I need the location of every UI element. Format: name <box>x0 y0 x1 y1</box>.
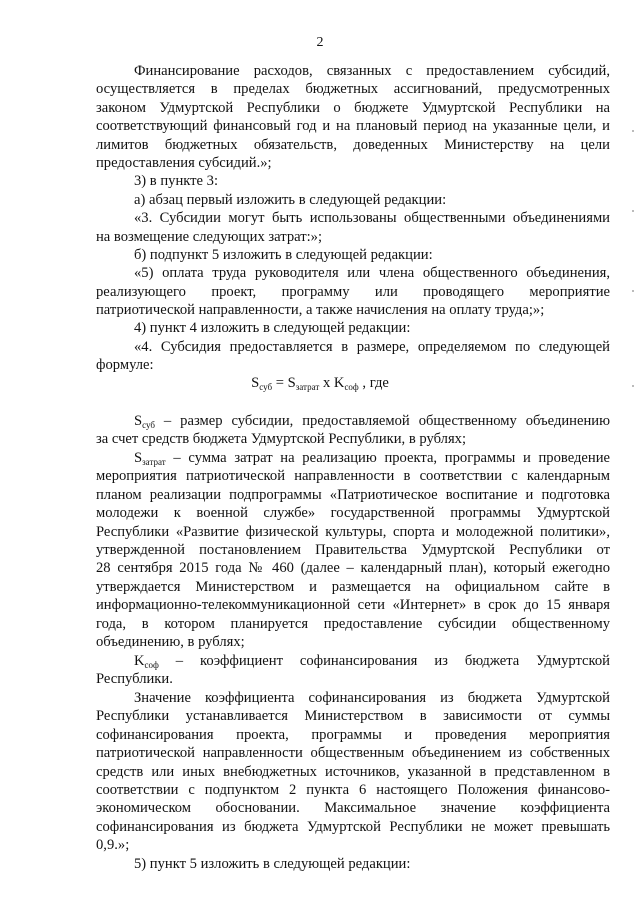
text-line: реализующего проект, программу или проводящего мероприятие <box>96 283 610 300</box>
text-line: б) подпункт 5 изложить в следующей редакции: <box>134 246 433 263</box>
text-line: «5) оплата труда руководителя или члена общественного объединения, <box>134 265 610 282</box>
text-line: на возмещение следующих затрат:»; <box>96 228 323 245</box>
text-line: патриотической направленности общественным объединением из собственных <box>96 745 610 762</box>
text-line: «3. Субсидии могут быть использованы общественными объединениями <box>134 210 610 227</box>
text-line: формуле: <box>96 357 154 374</box>
scan-speck <box>632 385 634 387</box>
text-line: Республики «Развитие физической культуры, спорта и молодежной политики», <box>96 523 610 540</box>
text-line: объединению, в рублях; <box>96 633 245 650</box>
text-line: предоставления субсидий.»; <box>96 154 272 171</box>
scan-speck <box>632 290 634 292</box>
text-line: Финансирование расходов, связанных с предоставлением субсидий, <box>134 63 610 79</box>
text-line: софинансирования проекта, программы и проведения мероприятия <box>96 726 610 743</box>
scan-speck <box>632 210 634 212</box>
text-line: 28 сентября 2015 года № 460 (далее – календарный план), который ежегодно <box>96 560 610 577</box>
text-line: соответствии с подпунктом 2 пункта 6 настоящего Положения финансово- <box>96 781 610 798</box>
definition-k-sof <box>96 652 610 689</box>
text-line: утверждается Министерством и размещается на официальном сайте в <box>96 578 610 595</box>
text-line: средств или иных внебюджетных источников, указанной в представленном в <box>96 763 610 780</box>
text-line: информационно-телекоммуникационной сети «Интернет» в срок до 15 января <box>96 597 610 614</box>
text-line: патриотической направленности, а также начисления на оплату труда;»; <box>96 302 545 319</box>
text-line: 0,9.»; <box>96 837 130 854</box>
text-line: «4. Субсидия предоставляется в размере, определяемом по следующей <box>134 338 610 355</box>
text-line: осуществляется в пределах бюджетных ассигнований, предусмотренных <box>96 81 610 98</box>
scan-speck <box>632 130 634 132</box>
text-line: $S_{затрат}$ – сумма затрат на реализацию проекта, программы и проведение <box>134 450 610 467</box>
text-line: а) абзац первый изложить в следующей редакции: <box>134 191 447 208</box>
text-line: 5) пункт 5 изложить в следующей редакции: <box>134 855 411 872</box>
text-line: 4) пункт 4 изложить в следующей редакции: <box>134 320 411 337</box>
text-line: 3) в пункте 3: <box>134 173 219 190</box>
text-line: Республики устанавливается Министерством в зависимости от суммы <box>96 708 610 725</box>
text-line: планом реализации подпрограммы «Патриотическое воспитание и подготовка <box>96 486 610 503</box>
text-line: Значение коэффициента софинансирования из бюджета Удмуртской <box>134 690 610 706</box>
page-number: 2 <box>316 35 324 50</box>
text-line: молодежи к военной службе» государственной программы Удмуртской <box>96 505 610 522</box>
text-line: законом Удмуртской Республики о бюджете Удмуртской Республики на <box>96 99 610 116</box>
text-line: соответствующий финансовый год и на плановый период на указанные цели, и <box>96 118 610 135</box>
text-block-1 <box>96 62 610 375</box>
text-line: утвержденной постановлением Правительства Удмуртской Республики от <box>96 541 610 558</box>
text-line: $S_{суб}$ – размер субсидии, предоставляемой общественному объединению <box>134 413 610 430</box>
subsidy-formula: $S_{суб} = S_{затрат}$ x $K_{соф}$ , где <box>251 375 389 392</box>
text-line: экономическом обосновании. Максимальное значение коэффициента <box>96 800 610 817</box>
text-line: софинансирования из бюджета Удмуртской Республики не может превышать <box>96 818 610 835</box>
definition-s-zatrat <box>96 449 610 651</box>
text-line: года, в котором планируется предоставление субсидии общественному <box>96 615 610 632</box>
text-line: $K_{соф}$ – коэффициент софинансирования из бюджета Удмуртской <box>134 653 610 670</box>
text-line: Республики. <box>96 671 173 688</box>
text-line: лимитов бюджетных обязательств, доведенных Министерству на цели <box>96 136 610 153</box>
definition-s-sub <box>96 412 610 449</box>
text-line: за счет средств бюджета Удмуртской Республики, в рублях; <box>96 431 467 448</box>
text-block-coefficient <box>96 689 610 873</box>
text-line: мероприятия патриотической направленности в соответствии с календарным <box>96 468 610 485</box>
